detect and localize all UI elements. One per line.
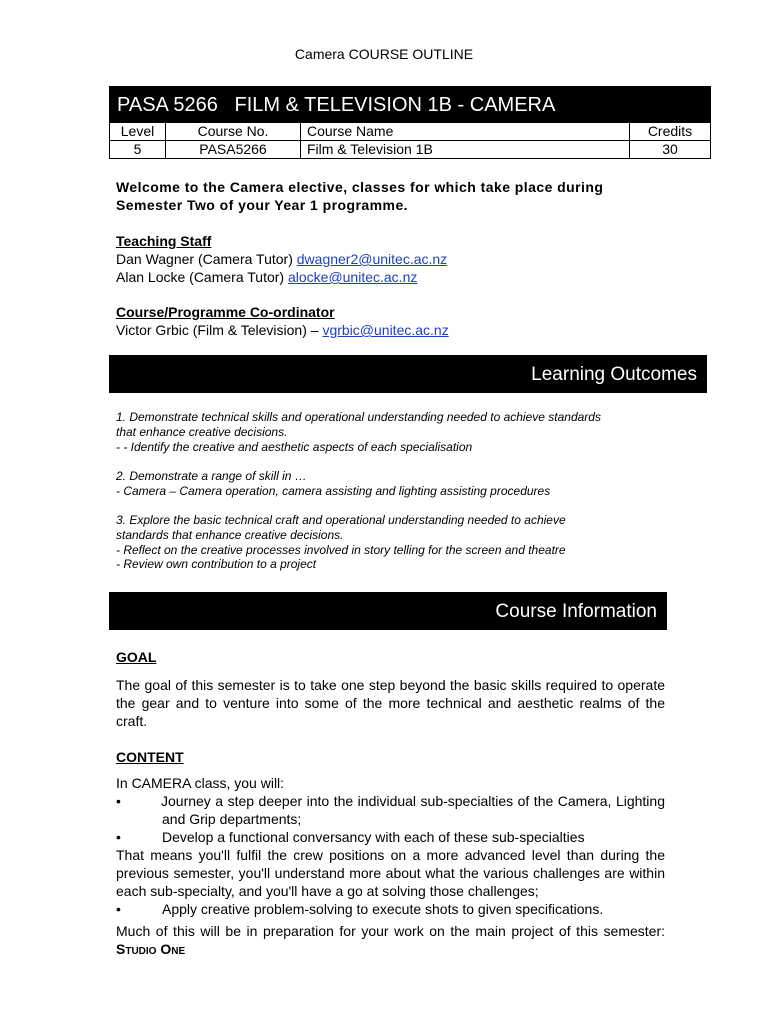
header-course-no: Course No. (166, 123, 301, 141)
document-header: Camera COURSE OUTLINE (294, 46, 474, 62)
cell-credits: 30 (630, 141, 711, 159)
staff-name: Alan Locke (Camera Tutor) (116, 269, 288, 285)
header-credits: Credits (630, 123, 711, 141)
list-item: 3. Explore the basic technical craft and operational understanding needed to achieve standards that enhance creative decisions. - Reflect on the creative processes involved in story telling for the screen and theatre - Review own contribution to a project (116, 512, 566, 572)
goal-text: The goal of this semester is to take one step beyond the basic skills required to operate the gear and to venture into some of the more technical and aesthetic realms of the craft. (116, 677, 665, 729)
content-heading: CONTENT (116, 749, 184, 765)
course-information-body (116, 648, 665, 958)
header-course-name: Course Name (301, 123, 630, 141)
content-intro: In CAMERA class, you will: (116, 775, 285, 791)
course-title-bar: PASA 5266 FILM & TELEVISION 1B - CAMERA (109, 86, 711, 122)
bullet-text: Apply creative problem-solving to execute shots to given specifications. (162, 901, 604, 917)
coordinator-entry (116, 321, 449, 339)
cell-course-name: Film & Television 1B (301, 141, 630, 159)
coordinator-name: Victor Grbic (Film & Television) – (116, 322, 323, 338)
list-item: 2. Demonstrate a range of skill in … - Camera – Camera operation, camera assisting and lighting assisting procedures (116, 468, 551, 498)
coordinator-section (116, 303, 449, 339)
staff-email-link[interactable]: dwagner2@unitec.ac.nz (296, 251, 448, 267)
staff-member (116, 250, 447, 268)
bullet-icon: • (116, 793, 121, 809)
course-information-heading: Course Information (109, 592, 667, 630)
header-level: Level (110, 123, 166, 141)
bullet-icon: • (116, 829, 121, 845)
bullet-icon: • (116, 901, 121, 917)
bullet-continuation: That means you'll fulfil the crew positions on a more advanced level than during the previous semester, you'll understand more about what the various challenges are within each sub-specialty, and you'll have a go at solving those challenges; (116, 847, 665, 899)
learning-outcomes-heading: Learning Outcomes (109, 355, 707, 393)
list-item (116, 792, 665, 828)
list-item (116, 900, 665, 918)
staff-member (116, 268, 447, 286)
list-item: 1. Demonstrate technical skills and operational understanding needed to achieve standards that enhance creative decisions. - - Identify the creative and aesthetic aspects of each specialisation (116, 410, 601, 454)
staff-email-link[interactable]: alocke@unitec.ac.nz (287, 269, 418, 285)
project-name: Studio One (116, 941, 186, 957)
list-item (116, 828, 665, 846)
learning-outcomes-list (116, 410, 656, 587)
course-details-table (109, 122, 711, 159)
cell-level: 5 (110, 141, 166, 159)
table-row (110, 141, 711, 159)
goal-heading: GOAL (116, 649, 157, 665)
closing-text: Much of this will be in preparation for your work on the main project of this semester: Studio One (116, 923, 665, 957)
bullet-text: Develop a functional conversancy with each of these sub-specialties (162, 829, 585, 845)
teaching-staff-section (116, 232, 447, 286)
coordinator-heading: Course/Programme Co-ordinator (116, 304, 335, 320)
cell-course-no: PASA5266 (166, 141, 301, 159)
staff-name: Dan Wagner (Camera Tutor) (116, 251, 297, 267)
welcome-text: Welcome to the Camera elective, classes for which take place during Semester Two of your Year 1 programme. (116, 179, 604, 213)
teaching-staff-heading: Teaching Staff (116, 233, 212, 249)
table-header-row (110, 123, 711, 141)
coordinator-email-link[interactable]: vgrbic@unitec.ac.nz (322, 322, 449, 338)
bullet-text: Journey a step deeper into the individual sub-specialties of the Camera, Lighting and Grip departments; (161, 793, 665, 827)
